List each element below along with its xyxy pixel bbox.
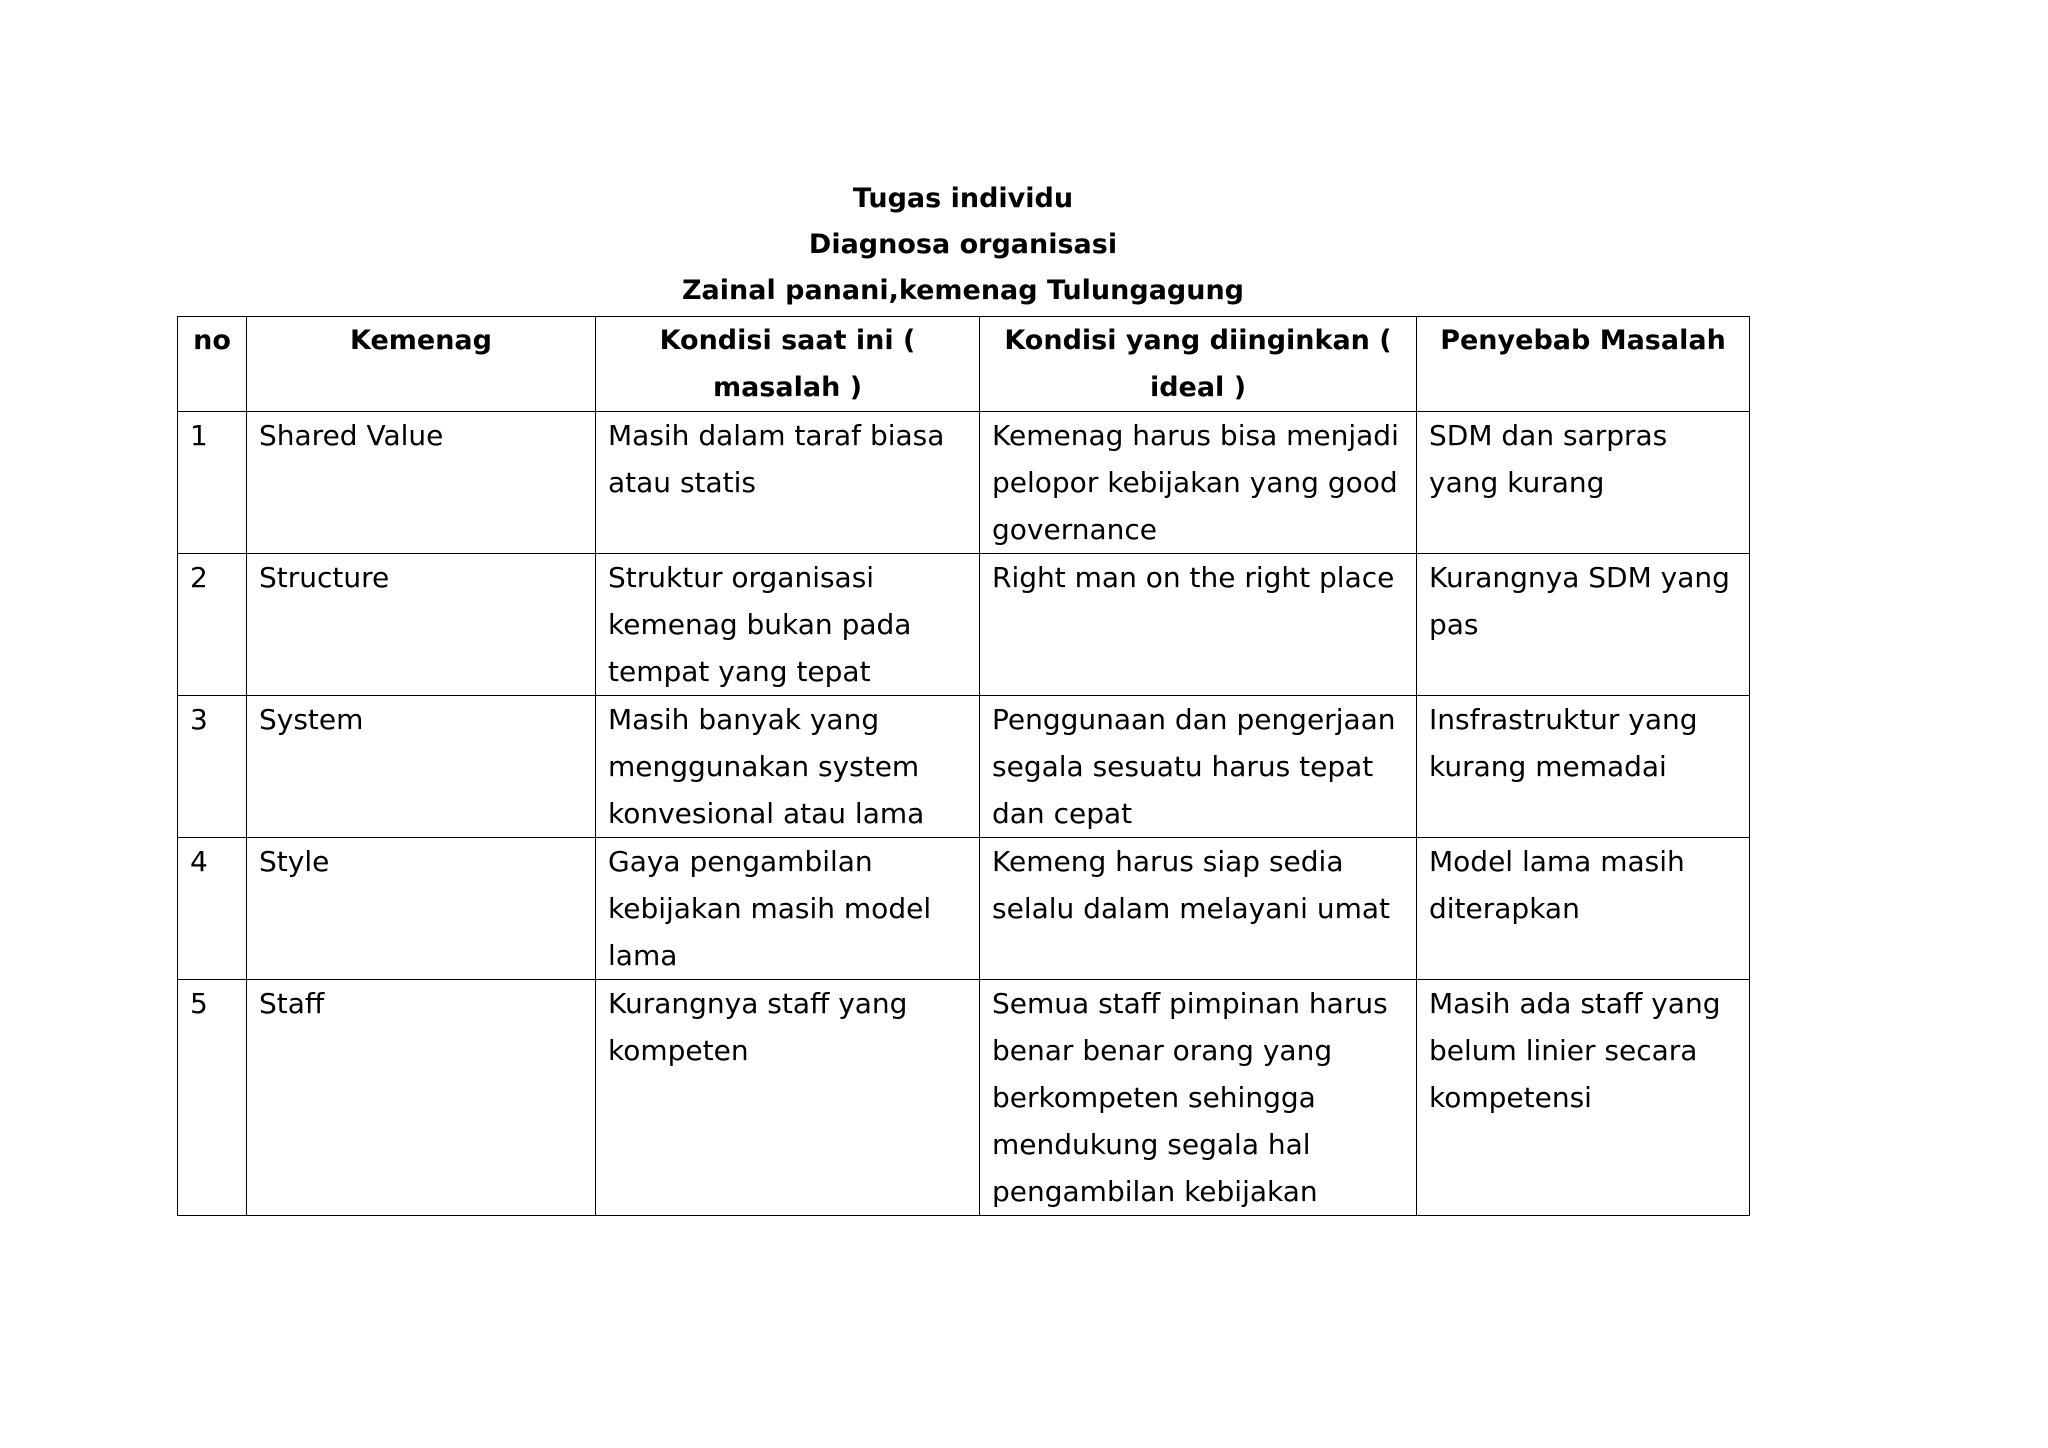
cell-kemenag: Style <box>247 838 596 980</box>
cell-problem-cause: Kurangnya SDM yang pas <box>1417 554 1750 696</box>
cell-kemenag: System <box>247 696 596 838</box>
cell-current-condition: Masih dalam taraf biasa atau statis <box>596 412 980 554</box>
table-row <box>178 554 1750 696</box>
cell-kemenag: Structure <box>247 554 596 696</box>
cell-current-condition: Masih banyak yang menggunakan system konvesional atau lama <box>596 696 980 838</box>
cell-desired-condition: Right man on the right place <box>980 554 1417 696</box>
table-row <box>178 412 1750 554</box>
cell-no: 1 <box>178 412 247 554</box>
cell-problem-cause: SDM dan sarpras yang kurang <box>1417 412 1750 554</box>
cell-no: 2 <box>178 554 247 696</box>
header-current-condition: Kondisi saat ini ( masalah ) <box>596 317 980 412</box>
diagnosis-table <box>177 316 1750 1216</box>
cell-no: 3 <box>178 696 247 838</box>
header-no: no <box>178 317 247 412</box>
cell-no: 5 <box>178 980 247 1216</box>
cell-problem-cause: Model lama masih diterapkan <box>1417 838 1750 980</box>
title-assignment: Tugas individu <box>852 183 1074 214</box>
cell-desired-condition: Kemeng harus siap sedia selalu dalam melayani umat <box>980 838 1417 980</box>
title-author: Zainal panani,kemenag Tulungagung <box>681 275 1245 306</box>
cell-current-condition: Kurangnya staff yang kompeten <box>596 980 980 1216</box>
header-kemenag: Kemenag <box>247 317 596 412</box>
cell-current-condition: Struktur organisasi kemenag bukan pada tempat yang tepat <box>596 554 980 696</box>
header-desired-condition: Kondisi yang diinginkan ( ideal ) <box>980 317 1417 412</box>
title-topic: Diagnosa organisasi <box>808 229 1118 260</box>
document-titles <box>177 176 1749 314</box>
table-row <box>178 980 1750 1216</box>
header-problem-cause: Penyebab Masalah <box>1417 317 1750 412</box>
table-header-row <box>178 317 1750 412</box>
cell-desired-condition: Penggunaan dan pengerjaan segala sesuatu harus tepat dan cepat <box>980 696 1417 838</box>
cell-kemenag: Shared Value <box>247 412 596 554</box>
cell-problem-cause: Masih ada staff yang belum linier secara kompetensi <box>1417 980 1750 1216</box>
cell-problem-cause: Insfrastruktur yang kurang memadai <box>1417 696 1750 838</box>
cell-kemenag: Staff <box>247 980 596 1216</box>
cell-no: 4 <box>178 838 247 980</box>
cell-current-condition: Gaya pengambilan kebijakan masih model lama <box>596 838 980 980</box>
cell-desired-condition: Semua staff pimpinan harus benar benar orang yang berkompeten sehingga mendukung segala hal pengambilan kebijakan <box>980 980 1417 1216</box>
table-row <box>178 696 1750 838</box>
cell-desired-condition: Kemenag harus bisa menjadi pelopor kebijakan yang good governance <box>980 412 1417 554</box>
table-row <box>178 838 1750 980</box>
